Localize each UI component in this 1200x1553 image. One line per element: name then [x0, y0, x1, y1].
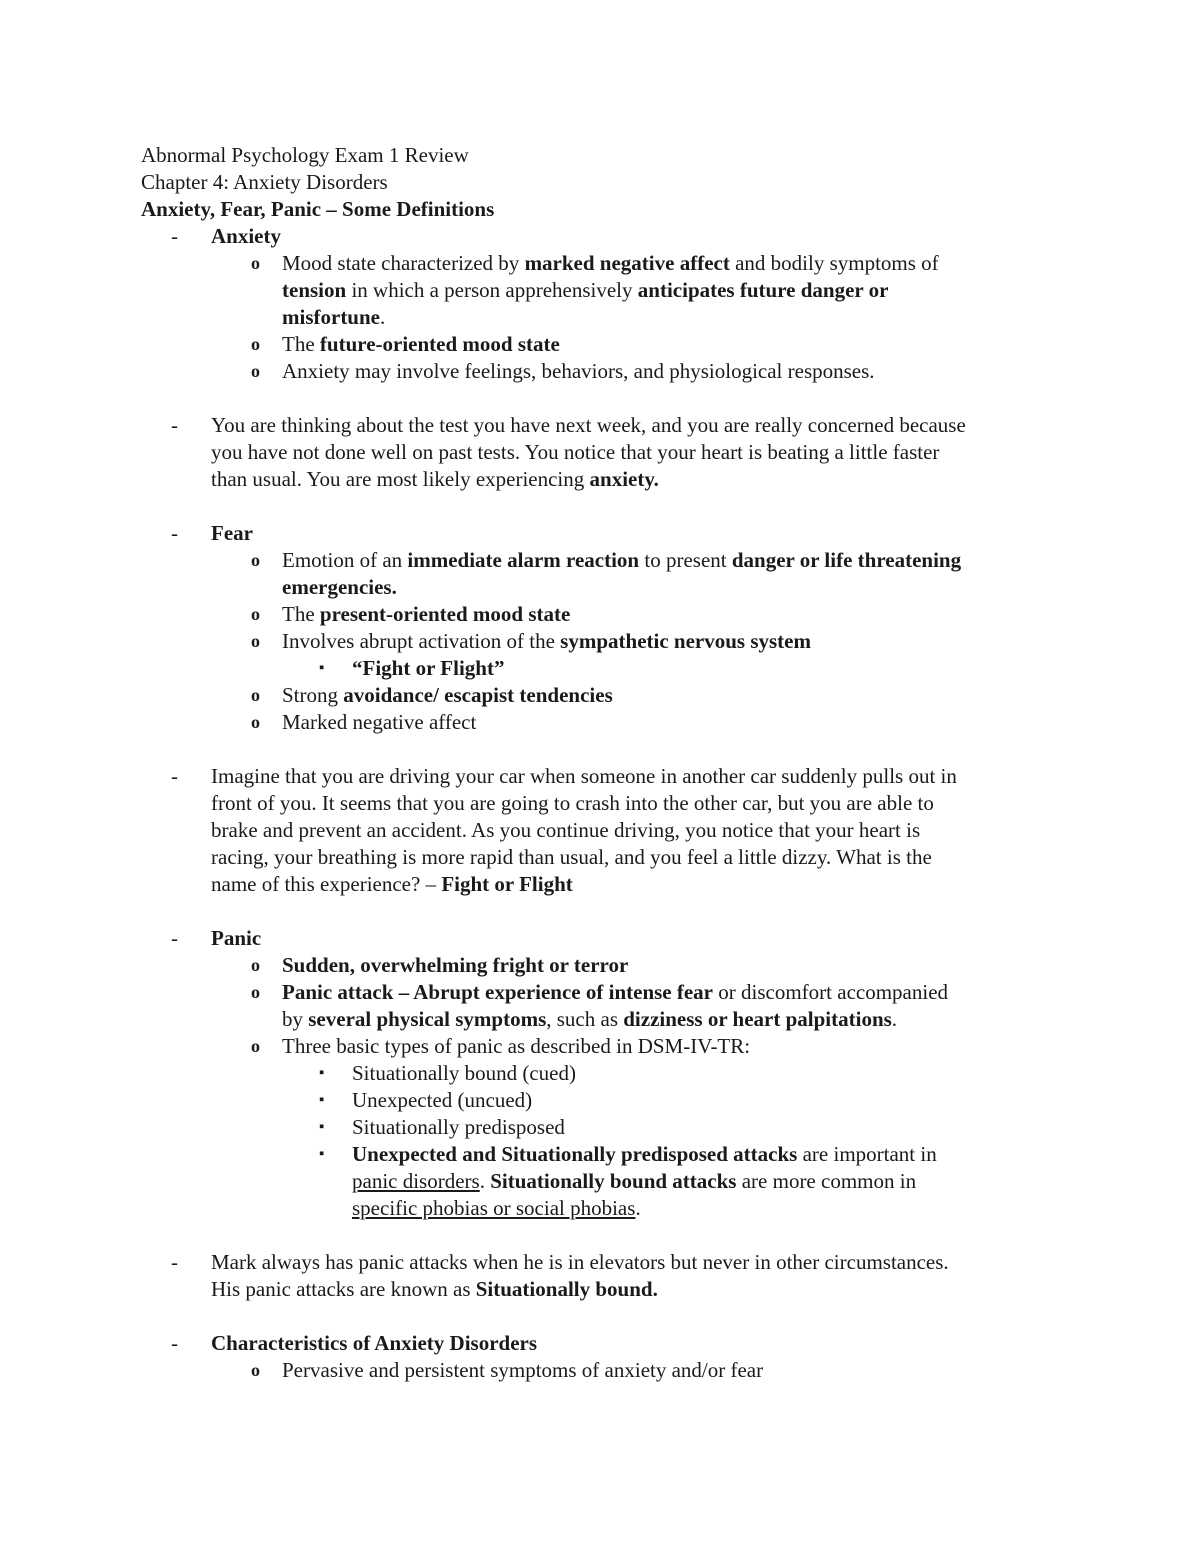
panic-definition: o Sudden, overwhelming fright or terror [251, 953, 629, 977]
circle-bullet: o [251, 955, 260, 975]
characteristics-item: o Pervasive and persistent symptoms of anxiety and/or fear [251, 1358, 764, 1382]
panic-attack-definition: o Panic attack – Abrupt experience of intense fear or discomfort accompanied by several physical symptoms, such as dizziness or heart palpitations. [251, 980, 949, 1031]
fear-avoidance: o Strong avoidance/ escapist tendencies [251, 683, 613, 707]
characteristics-heading: - Characteristics of Anxiety Disorders [171, 1331, 538, 1355]
panic-type-item: ▪ Situationally bound (cued) [319, 1061, 576, 1085]
panic-type-note: ▪ Unexpected and Situationally predisposed attacks are important in panic disorders. Situationally bound attacks are more common in specific phobias or social phobias. [319, 1142, 937, 1220]
square-bullet: ▪ [319, 1119, 325, 1135]
fear-definition: o Emotion of an immediate alarm reaction to present danger or life threatening emergencies. [251, 548, 962, 599]
square-bullet: ▪ [319, 1092, 325, 1108]
panic-example: - Mark always has panic attacks when he is in elevators but never in other circumstances. His panic attacks are known as Situationally bound. [171, 1250, 949, 1301]
fear-example: - Imagine that you are driving your car when someone in another car suddenly pulls out in front of you. It seems that you are going to crash into the other car, but you are able to brake and prevent an accident. As you continue driving, you notice that your heart is racing, your breathing is more rapid than usual, and you feel a little dizzy. What is the name of this experience? – Fight or Flight [171, 764, 957, 896]
circle-bullet: o [251, 334, 260, 354]
dash-bullet: - [171, 413, 178, 437]
circle-bullet: o [251, 253, 260, 273]
document-title: Abnormal Psychology Exam 1 Review [141, 143, 469, 167]
circle-bullet: o [251, 631, 260, 651]
anxiety-involvement: o Anxiety may involve feelings, behaviors, and physiological responses. [251, 359, 875, 383]
fear-negative-affect: o Marked negative affect [251, 710, 477, 734]
square-bullet: ▪ [319, 1146, 325, 1162]
dash-bullet: - [171, 1331, 178, 1355]
circle-bullet: o [251, 1360, 260, 1380]
anxiety-example: - You are thinking about the test you have next week, and you are really concerned because you have not done well on past tests. You notice that your heart is beating a little faster than usual. You are most likely experiencing anxiety. [171, 413, 966, 491]
square-bullet: ▪ [319, 660, 325, 676]
dash-bullet: - [171, 926, 178, 950]
fear-heading: - Fear [171, 521, 253, 545]
anxiety-future-oriented: o The future-oriented mood state [251, 332, 560, 356]
dash-bullet: - [171, 521, 178, 545]
anxiety-heading: - Anxiety [171, 224, 281, 248]
circle-bullet: o [251, 550, 260, 570]
dash-bullet: - [171, 764, 178, 788]
panic-types-intro: o Three basic types of panic as described in DSM-IV-TR: [251, 1034, 751, 1058]
circle-bullet: o [251, 1036, 260, 1056]
circle-bullet: o [251, 604, 260, 624]
panic-type-item: ▪ Unexpected (uncued) [319, 1088, 533, 1112]
chapter-title: Chapter 4: Anxiety Disorders [141, 170, 388, 194]
dash-bullet: - [171, 1250, 178, 1274]
circle-bullet: o [251, 982, 260, 1002]
dash-bullet: - [171, 224, 178, 248]
circle-bullet: o [251, 712, 260, 732]
document-body [141, 142, 1071, 1384]
panic-type-item: ▪ Situationally predisposed [319, 1115, 565, 1139]
square-bullet: ▪ [319, 1065, 325, 1081]
circle-bullet: o [251, 361, 260, 381]
anxiety-definition: o Mood state characterized by marked negative affect and bodily symptoms of tension in which a person apprehensively anticipates future danger or misfortune. [251, 251, 939, 329]
panic-heading: - Panic [171, 926, 262, 950]
section-heading: Anxiety, Fear, Panic – Some Definitions [141, 197, 495, 221]
fear-present-oriented: o The present-oriented mood state [251, 602, 571, 626]
circle-bullet: o [251, 685, 260, 705]
fear-sympathetic: o Involves abrupt activation of the sympathetic nervous system [251, 629, 811, 653]
fear-fight-or-flight: ▪ “Fight or Flight” [319, 656, 505, 680]
